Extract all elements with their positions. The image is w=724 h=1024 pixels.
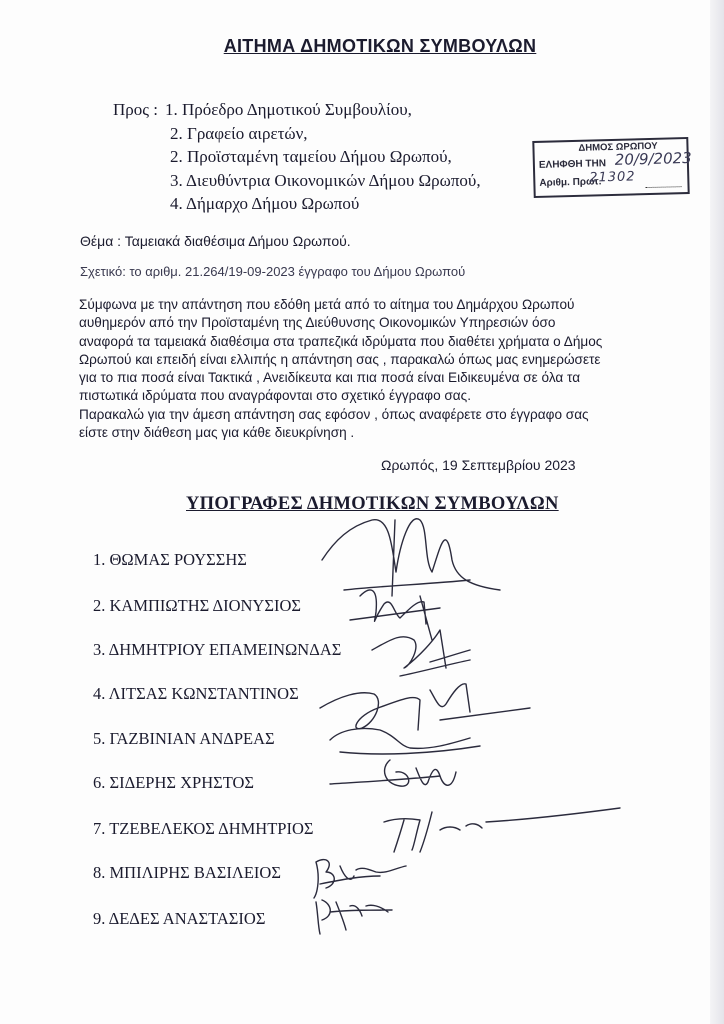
stamp-protocol-number: 21302 <box>589 169 636 186</box>
signature-9 <box>316 900 392 934</box>
stamp-received-date: 20/9/2023 <box>614 148 692 169</box>
recipient-item: 4. Δήμαρχο Δήμου Ωρωπού <box>170 194 360 213</box>
councillor-name: 2. ΚΑΜΠΙΩΤΗΣ ΔΙΟΝΥΣΙΟΣ <box>93 596 301 615</box>
stamp-title: ΔΗΜΟΣ ΩΡΩΠΟΥ <box>578 140 658 154</box>
signature-2 <box>350 590 440 640</box>
subject-line: Θέμα : Ταμειακά διαθέσιμα Δήμου Ωρωπού. <box>80 233 351 249</box>
councillor-name: 4. ΛΙΤΣΑΣ ΚΩΝΣΤΑΝΤΙΝΟΣ <box>93 684 299 703</box>
recipient-item: 1. Πρόεδρο Δημοτικού Συμβουλίου, <box>165 100 412 119</box>
signature-1 <box>322 519 500 596</box>
signatures-title: ΥΠΟΓΡΑΦΕΣ ΔΗΜΟΤΙΚΩΝ ΣΥΜΒΟΥΛΩΝ <box>186 494 559 514</box>
body-line: είστε στην διάθεση μας για κάθε διευκρίνηση . <box>79 425 355 441</box>
reference-line: Σχετικό: το αριθμ. 21.264/19-09-2023 έγγραφο του Δήμου Ωρωπού <box>80 264 466 279</box>
councillor-name: 3. ΔΗΜΗΤΡΙΟΥ ΕΠΑΜΕΙΝΩΝΔΑΣ <box>93 640 342 659</box>
stamp-received-label: ΕΛΗΦΘΗ ΤΗΝ <box>538 158 607 171</box>
councillor-name: 6. ΣΙΔΕΡΗΣ ΧΡΗΣΤΟΣ <box>93 773 255 792</box>
signature-5 <box>330 728 480 754</box>
signature-8 <box>314 860 406 898</box>
signature-7 <box>384 808 620 852</box>
councillor-name: 1. ΘΩΜΑΣ ΡΟΥΣΣΗΣ <box>93 550 247 569</box>
councillor-name: 8. ΜΠΙΛΙΡΗΣ ΒΑΣΙΛΕΙΟΣ <box>93 863 281 882</box>
councillor-name: 7. ΤΖΕΒΕΛΕΚΟΣ ΔΗΜΗΤΡΙΟΣ <box>93 819 314 838</box>
signature-3 <box>372 630 470 676</box>
body-line: για το πια ποσά είναι Τακτικά , Ανειδίκευτα και πια ποσά είναι Ειδικευμένα σε όλα τα <box>79 370 581 386</box>
body-line: αναφορά τα ταμειακά διαθέσιμα στα τραπεζικά ιδρύματα που διαθέτει χρήματα ο Δήμος <box>79 333 603 349</box>
stamp-protocol-label: Αριθμ. Πρωτ. <box>539 176 602 189</box>
document-title: ΑΙΤΗΜΑ ΔΗΜΟΤΙΚΩΝ ΣΥΜΒΟΥΛΩΝ <box>223 36 537 56</box>
signature-6 <box>330 760 456 786</box>
date-line: Ωρωπός, 19 Σεπτεμβρίου 2023 <box>381 457 576 473</box>
councillor-name: 5. ΓΑΖΒΙΝΙΑΝ ΑΝΔΡΕΑΣ <box>93 729 275 748</box>
to-label: Προς : <box>113 100 158 119</box>
councillor-name: 9. ΔΕΔΕΣ ΑΝΑΣΤΑΣΙΟΣ <box>93 909 266 928</box>
body-line: Ωρωπού και επειδή είναι ελλιπής η απάντηση σας , παρακαλώ όπως μας ενημερώσετε <box>79 351 601 367</box>
body-line: Σύμφωνα με την απάντηση που εδόθη μετά από το αίτημα του Δημάρχου Ωρωπού <box>79 297 575 312</box>
body-line: Παρακαλώ για την άμεση απάντηση σας εφόσον , όπως αναφέρετε στο έγγραφο σας <box>79 406 589 422</box>
recipient-item: 2. Γραφείο αιρετών, <box>170 123 308 143</box>
recipient-item: 2. Προϊσταμένη ταμείου Δήμου Ωρωπού, <box>170 147 452 166</box>
body-line: αυθημερόν από την Προϊσταμένη της Διεύθυνσης Οικονομικών Υπηρεσιών όσο <box>79 315 556 331</box>
signature-4 <box>320 684 530 730</box>
body-line: πιστωτικά ιδρύματα που αναγράφονται στο σχετικό έγγραφο σας. <box>79 388 471 404</box>
recipient-item: 3. Διευθύντρια Οικονομικών Δήμου Ωρωπού, <box>170 170 481 190</box>
